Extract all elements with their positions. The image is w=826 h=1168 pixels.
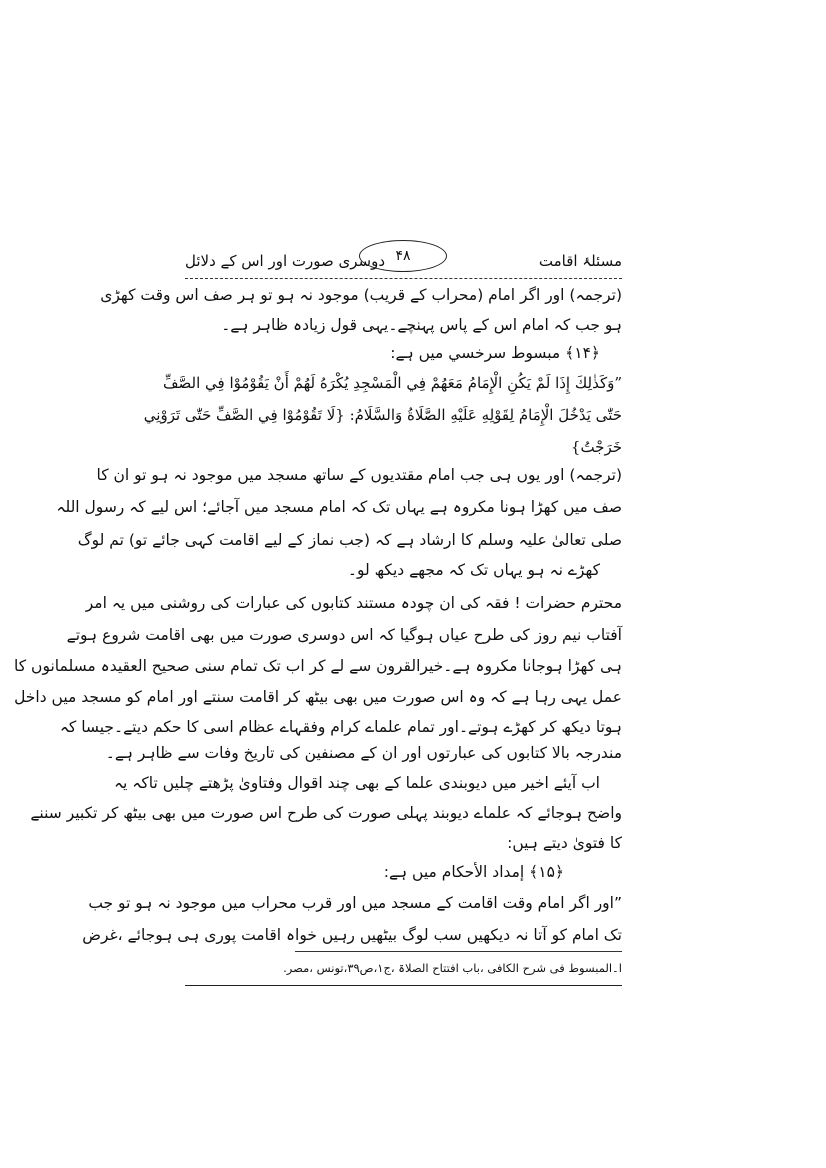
section-heading: ﴿۱۵﴾ إمداد الأحكام میں ہے: [383,863,564,881]
footnote-divider [295,951,622,952]
chapter-title: دوسری صورت اور اس کے دلائل [185,252,386,270]
text-line: صف میں کھڑا ہونا مکروہ ہے یہاں تک کہ امام مسجد میں آجائے؛ اس لیے کہ رسول اللہ [56,498,622,516]
text-line: (ترجمہ) اور یوں ہی جب امام مقتدیوں کے ساتھ مسجد میں موجود نہ ہو تو ان کا [96,466,622,484]
text-line: کھڑے نہ ہو یہاں تک کہ مجھے دیکھ لو۔ [347,561,600,579]
arabic-quote-line: حَتّٰى يَدْخُلَ الْإِمَامُ لِقَوْلِهِ عَلَيْهِ الصَّلَاةُ وَالسَّلَامُ: {لَا تَقُوْمُوْا فِي الصَّفِّ حَتّٰى تَرَوْنِي [143,406,622,424]
text-line: تک امام کو آتا نہ دیکھیں سب لوگ بیٹھیں رہیں خواہ اقامت پوری ہی ہوجائے ،غرض [82,926,622,944]
text-line: آفتاب نیم روز کی طرح عیاں ہوگیا کہ اس دوسری صورت میں بھی اقامت شروع ہوتے [66,626,622,644]
text-line: عمل یہی رہا ہے کہ وہ اس صورت میں بھی بیٹھ کر اقامت سنتے اور امام کو مسجد میں داخل [14,688,622,706]
footnote: ا۔المبسوط فی شرح الکافی ،باب افتتاح الصلاۃ ،ج۱،ص۳۹،تونس ،مصر. [283,961,622,975]
section-heading: ﴿۱۴﴾ مبسوط سرخسي میں ہے: [390,344,600,362]
text-line: کا فتویٰ دیتے ہیں: [507,834,622,852]
text-line: ”اور اگر امام وقت اقامت کے مسجد میں اور قرب محراب میں موجود نہ ہو تو جب [88,894,622,912]
text-line: ہوتا دیکھ کر کھڑے ہوتے۔اور تمام علماے کرام وفقہاے عظام اسی کا حکم دیتے۔جیسا کہ [59,718,622,736]
text-line: صلی تعالیٰ علیہ وسلم کا ارشاد ہے کہ (جب نماز کے لیے اقامت کہی جائے تو) تم لوگ [77,531,622,549]
page-header [185,250,622,276]
text-line: مندرجہ بالا کتابوں کی عبارتوں اور ان کے مصنفین کی تاریخ وفات سے ظاہر ہے۔ [105,744,622,762]
page-number: ۴۸ [359,240,447,272]
arabic-quote-line: ”وَكَذٰلِكَ إِذَا لَمْ يَكُنِ الْإِمَامُ مَعَهُمْ فِي الْمَسْجِدِ يُكْرَهُ لَهُمْ أَنْ يَقُوْمُوْا فِي الصَّفِّ [162,374,622,392]
text-line: واضح ہوجائے کہ علماے دیوبند پہلی صورت کی طرح اس صورت میں بھی بیٹھ کر تکبیر سننے [30,804,622,822]
header-divider [185,278,622,279]
bottom-rule [185,985,622,986]
text-line: (ترجمہ) اور اگر امام (محراب کے قریب) موجود نہ ہو تو ہر صف اس وقت کھڑی [100,286,622,304]
book-title: مسئلۂ اقامت [538,252,622,270]
text-line: ہی کھڑا ہوجانا مکروہ ہے۔خیرالقرون سے لے کر اب تک تمام سنی صحیح العقیدہ مسلمانوں کا [14,657,622,675]
text-line: ہو جب کہ امام اس کے پاس پہنچے۔یہی قول زیادہ ظاہر ہے۔ [221,316,622,334]
arabic-quote-line: خَرَجْتُ} [570,438,622,456]
text-line: محترم حضرات ! فقہ کی ان چودہ مستند کتابوں کی عبارات کی روشنی میں یہ امر [85,594,622,612]
text-line: اب آیئے اخیر میں دیوبندی علما کے بھی چند اقوال وفتاویٰ پڑھتے چلیں تاکہ یہ [113,774,600,792]
